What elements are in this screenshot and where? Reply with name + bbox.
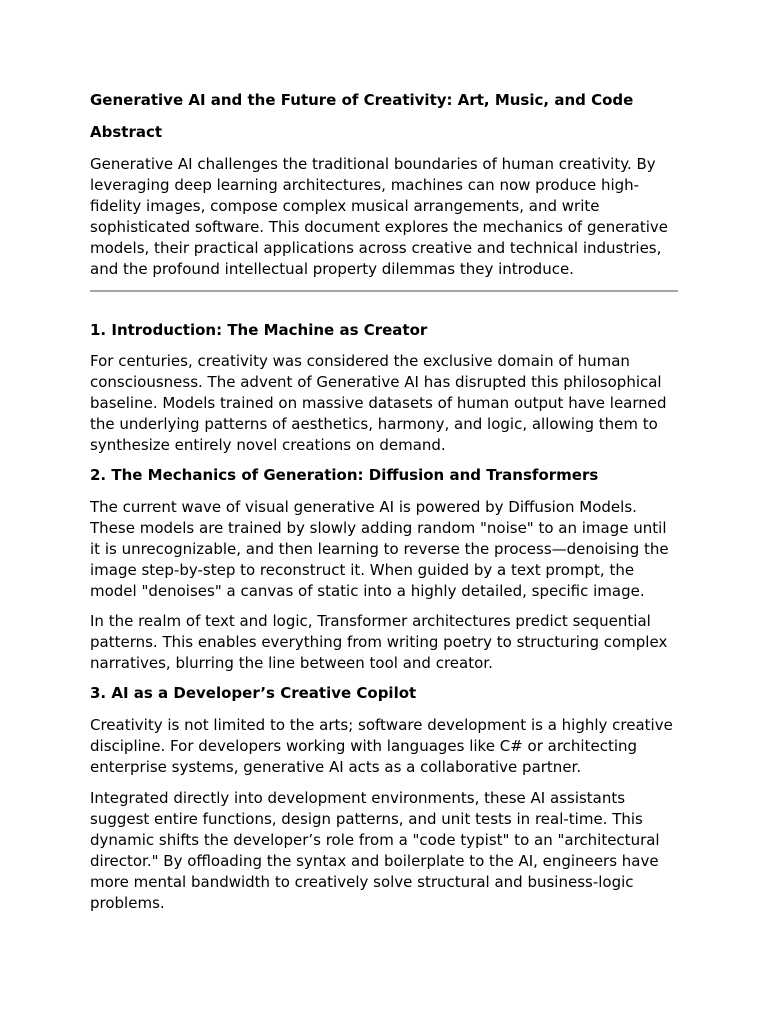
section-divider bbox=[90, 290, 678, 292]
section-1-heading: 1. Introduction: The Machine as Creator bbox=[90, 321, 428, 339]
section-1-paragraph-1: For centuries, creativity was considered the exclusive domain of human consciousness. The advent of Generative AI has disrupted this philosophical baseline. Models trained on massive datasets of human output have learned the underlying patterns of aesthetics, harmony, and logic, allowing them to synthesize entirely novel creations on demand. bbox=[90, 352, 667, 454]
section-2-heading: 2. The Mechanics of Generation: Diffusion and Transformers bbox=[90, 466, 599, 484]
section-3-paragraph-1: Creativity is not limited to the arts; software development is a highly creative discipline. For developers working with languages like C# or architecting enterprise systems, generative AI acts as a collaborative partner. bbox=[90, 716, 673, 776]
document-title: Generative AI and the Future of Creativity: Art, Music, and Code bbox=[90, 91, 634, 109]
abstract-heading: Abstract bbox=[90, 123, 163, 141]
section-2-paragraph-1: The current wave of visual generative AI is powered by Diffusion Models. These models are trained by slowly adding random "noise" to an image until it is unrecognizable, and then learning to reverse the process—denoising the image step-by-step to reconstruct it. When guided by a text prompt, the model "denoises" a canvas of static into a highly detailed, specific image. bbox=[90, 498, 669, 600]
section-2-paragraph-2: In the realm of text and logic, Transformer architectures predict sequential patterns. This enables everything from writing poetry to structuring complex narratives, blurring the line between tool and creator. bbox=[90, 612, 668, 672]
abstract-paragraph: Generative AI challenges the traditional boundaries of human creativity. By leveraging deep learning architectures, machines can now produce high-fidelity images, compose complex musical arrangements, and write sophisticated software. This document explores the mechanics of generative models, their practical applications across creative and technical industries, and the profound intellectual property dilemmas they introduce. bbox=[90, 155, 668, 278]
section-3-heading: 3. AI as a Developer’s Creative Copilot bbox=[90, 684, 417, 702]
section-3-paragraph-2: Integrated directly into development environments, these AI assistants suggest entire functions, design patterns, and unit tests in real-time. This dynamic shifts the developer’s role from a "code typist" to an "architectural director." By offloading the syntax and boilerplate to the AI, engineers have more mental bandwidth to creatively solve structural and business-logic problems. bbox=[90, 789, 660, 912]
